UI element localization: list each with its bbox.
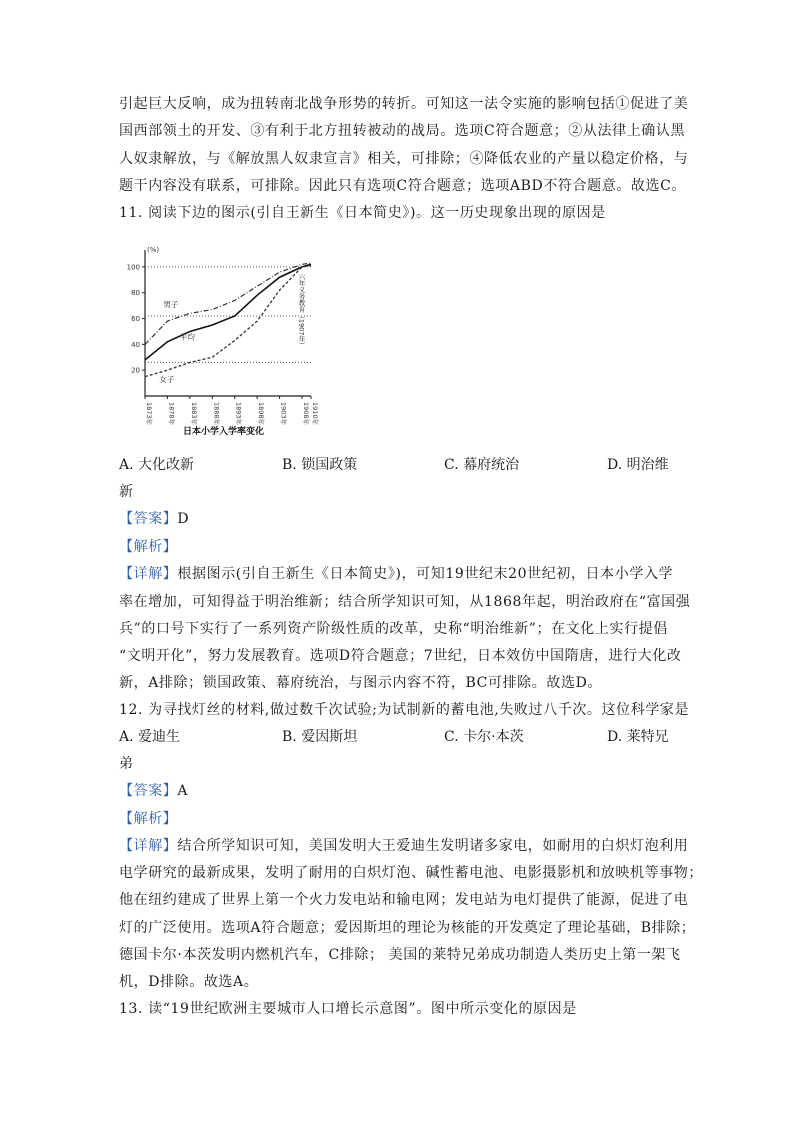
- x-tick-label: 1888年: [212, 402, 221, 426]
- series-label-平均: 平均: [179, 332, 195, 342]
- question-11-detail-line: 兵”的口号下实行了一系列资产阶级性质的改革，史称“明治维新”；在文化上实行提倡: [119, 621, 668, 637]
- question-11-detail-line: 新，A排除；锁国政策、幕府统治，与图示内容不符，BC可排除。故选D。: [119, 675, 602, 691]
- paragraph-line: 国西部领土的开发、③有利于北方扭转被动的战局。选项C符合题意；②从法律上确认黑: [119, 123, 686, 139]
- school-enrollment-chart: [119, 240, 319, 440]
- question-11-option-b: B. 锁国政策: [282, 457, 358, 473]
- x-tick-label: 1910年: [311, 402, 319, 426]
- chart-title: 日本小学入学率变化: [183, 427, 265, 437]
- answer-label: 【答案】: [119, 783, 178, 799]
- question-12-option-b: B. 爱因斯坦: [282, 729, 358, 745]
- detail-text: 根据图示(引自王新生《日本简史》)，可知19世纪末20世纪初，日本小学入学: [177, 566, 674, 582]
- detail-text: 结合所学知识可知，美国发明大王爱迪生发明诸多家电，如耐用的白炽灯泡利用: [177, 838, 689, 854]
- annotation-compulsory-education: 六年义务教育（1907年）: [297, 273, 306, 349]
- paragraph-line: 引起巨大反响，成为扭转南北战争形势的转折。可知这一法令实施的影响包括①促进了美: [119, 96, 689, 112]
- question-12-detail-line: 他在纽约建成了世界上第一个火力发电站和输电网；发电站为电灯提供了能源，促进了电: [119, 892, 689, 908]
- question-11-option-wrap: 新: [119, 484, 134, 500]
- paragraph-line: 题干内容没有联系，可排除。因此只有选项C符合题意；选项ABD不符合题意。故选C。: [119, 178, 687, 194]
- x-tick-label: 1878年: [167, 402, 176, 426]
- paragraph-line: 人奴隶解放，与《解放黑人奴隶宣言》相关，可排除；④降低农业的产量以稳定价格，与: [119, 151, 689, 167]
- answer-value: A: [177, 783, 189, 799]
- y-unit-label: (%): [147, 246, 160, 254]
- chart-svg: [119, 240, 319, 440]
- series-line-女子: [145, 266, 311, 377]
- question-12-option-d: D. 莱特兄: [607, 729, 669, 745]
- x-tick-label: 1903年: [279, 402, 288, 426]
- x-tick-label: 1908年: [302, 402, 311, 426]
- x-tick-label: 1883年: [189, 402, 198, 426]
- question-11-answer: [119, 509, 189, 529]
- y-tick-label: 80: [131, 289, 140, 298]
- question-12-stem: 12. 为寻找灯丝的材料,做过数千次试验;为试制新的蓄电池,失败过八千次。这位科学家是: [119, 702, 690, 718]
- x-tick-label: 1873年: [145, 402, 153, 426]
- y-tick-label: 40: [131, 340, 140, 349]
- question-12-answer: [119, 781, 188, 801]
- question-11-option-a: A. 大化改新: [119, 457, 195, 473]
- y-tick-label: 100: [126, 263, 140, 272]
- y-tick-label: 20: [131, 366, 140, 375]
- question-12-detail-line: [119, 836, 688, 856]
- question-12-option-a: A. 爱迪生: [119, 729, 181, 745]
- question-11-option-c: C. 幕府统治: [444, 457, 520, 473]
- question-11-detail-line: “文明开化”，努力发展教育。选项D符合题意；7世纪，日本效仿中国隋唐，进行大化改: [119, 648, 682, 664]
- question-12-detail-line: 德国卡尔·本茨发明内燃机汽车，C排除； 美国的莱特兄弟成功制造人类历史上第一架飞: [119, 947, 681, 963]
- series-line-平均: [145, 264, 311, 360]
- x-tick-label: 1893年: [234, 402, 243, 426]
- detail-label: 【详解】: [119, 838, 178, 854]
- series-label-男子: 男子: [163, 300, 179, 310]
- question-11-option-d: D. 明治维: [607, 457, 669, 473]
- question-12-detail-line: 机，D排除。故选A。: [119, 974, 259, 990]
- question-13-stem: 13. 读“19世纪欧洲主要城市人口增长示意图”。图中所示变化的原因是: [119, 1001, 577, 1017]
- question-12-option-c: C. 卡尔·本茨: [444, 729, 524, 745]
- series-label-女子: 女子: [159, 375, 175, 385]
- answer-label: 【答案】: [119, 511, 178, 527]
- question-12-detail-line: 灯的广泛使用。选项A符合题意；爱因斯坦的理论为核能的开发奠定了理论基础，B排除；: [119, 920, 696, 936]
- answer-value: D: [177, 511, 190, 527]
- question-11-detail-line: 率在增加，可知得益于明治维新；结合所学知识可知，从1868年起，明治政府在“富国强: [119, 594, 691, 610]
- question-11-analysis-label: 【解析】: [119, 539, 178, 555]
- x-tick-label: 1898年: [257, 402, 266, 426]
- question-11-stem: 11. 阅读下边的图示(引自王新生《日本简史》)。这一历史现象出现的原因是: [119, 205, 606, 221]
- question-12-option-wrap: 弟: [119, 756, 134, 772]
- detail-label: 【详解】: [119, 566, 178, 582]
- question-12-analysis-label: 【解析】: [119, 811, 178, 827]
- y-tick-label: 60: [131, 315, 140, 324]
- question-12-detail-line: 电学研究的最新成果，发明了耐用的白炽灯泡、碱性蓄电池、电影摄影机和放映机等事物；: [119, 865, 703, 881]
- question-11-detail-line: [119, 564, 673, 584]
